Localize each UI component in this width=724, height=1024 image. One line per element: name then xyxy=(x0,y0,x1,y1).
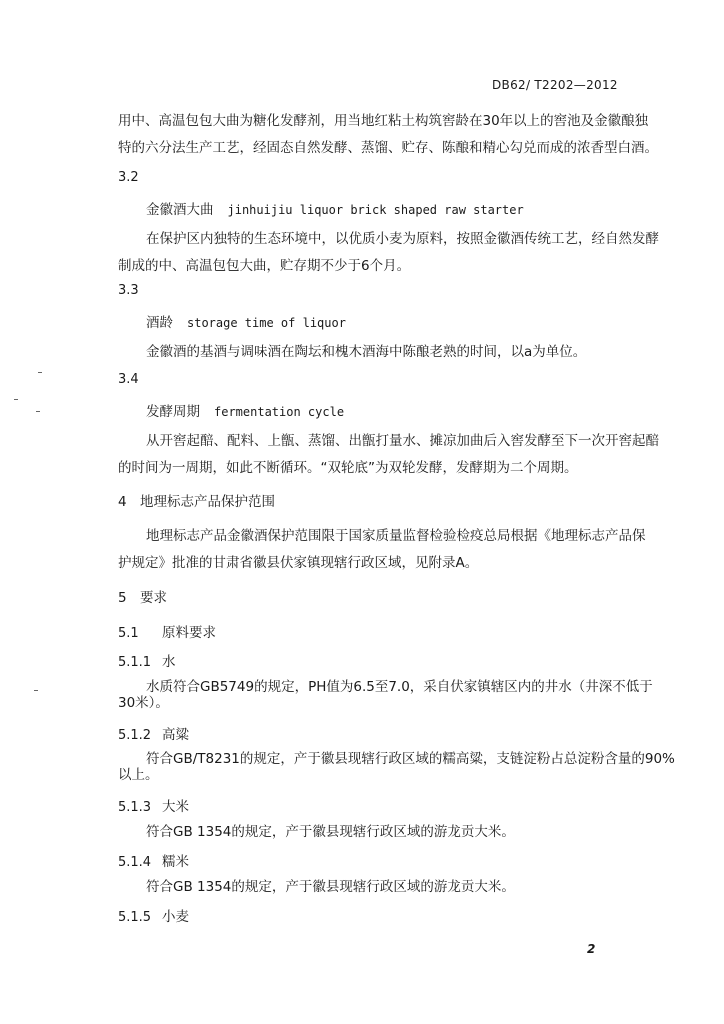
subsection-title: 原料要求 xyxy=(162,625,216,641)
subsection-title: 高粱 xyxy=(162,727,189,743)
section-title: 要求 xyxy=(140,590,167,606)
clause-3-3-line-1: 金徽酒的基酒与调味酒在陶坛和槐木酒海中陈酿老熟的时间，以a为单位。 xyxy=(146,344,587,360)
subsection-5-1-2-line-1: 符合GB/T8231的规定，产于徽县现辖行政区域的糯高粱，支链淀粉占总淀粉含量的90% xyxy=(146,751,675,767)
term-3-4 xyxy=(146,400,344,420)
clause-3-4-line-1: 从开窖起醅、配料、上甑、蒸馏、出甑打量水、摊凉加曲后入窖发酵至下一次开窖起醅 xyxy=(146,433,659,449)
term-3-3 xyxy=(146,311,346,331)
term-en: storage time of liquor xyxy=(187,316,346,330)
subsection-number: 5.1 xyxy=(118,626,139,641)
clause-3-2-line-2: 制成的中、高温包包大曲，贮存期不少于6个月。 xyxy=(118,258,411,274)
scan-mark xyxy=(14,399,18,400)
subsection-title: 糯米 xyxy=(162,854,189,870)
subsection-5-1-4-line-1: 符合GB 1354的规定，产于徽县现辖行政区域的游龙贡大米。 xyxy=(146,879,515,895)
term-cn: 发酵周期 xyxy=(146,404,200,420)
subsection-title: 大米 xyxy=(162,799,189,815)
intro-line-2: 特的六分法生产工艺，经固态自然发酵、蒸馏、贮存、陈酿和精心勾兑而成的浓香型白酒。 xyxy=(118,140,658,156)
scan-mark xyxy=(36,411,40,412)
clause-3-4-line-2: 的时间为一周期，如此不断循环。“双轮底”为双轮发酵，发酵期为二个周期。 xyxy=(118,460,578,476)
section-4-heading xyxy=(118,490,275,510)
subsection-5-1-3 xyxy=(118,795,189,815)
subsection-number: 5.1.1 xyxy=(118,655,152,670)
clause-number-3-2: 3.2 xyxy=(118,170,139,185)
term-cn: 酒龄 xyxy=(146,315,173,331)
section-4-line-2: 护规定》批准的甘肃省徽县伏家镇现辖行政区域，见附录A。 xyxy=(118,555,479,571)
subsection-5-1-3-line-1: 符合GB 1354的规定，产于徽县现辖行政区域的游龙贡大米。 xyxy=(146,824,515,840)
subsection-number: 5.1.5 xyxy=(118,910,152,925)
scan-mark xyxy=(38,372,42,373)
term-3-2 xyxy=(146,198,524,218)
intro-line-1: 用中、高温包包大曲为糖化发酵剂，用当地红粘土构筑窖龄在30年以上的窖池及金徽酿独 xyxy=(118,113,649,129)
subsection-number: 5.1.3 xyxy=(118,800,152,815)
clause-number-3-3: 3.3 xyxy=(118,283,139,298)
section-4-line-1: 地理标志产品金徽酒保护范围限于国家质量监督检验检疫总局根据《地理标志产品保 xyxy=(146,528,646,544)
standard-code: DB62/ T2202—2012 xyxy=(492,78,618,92)
subsection-5-1-4 xyxy=(118,850,189,870)
subsection-5-1-1 xyxy=(118,650,176,670)
subsection-5-1-2 xyxy=(118,723,189,743)
subsection-number: 5.1.2 xyxy=(118,728,152,743)
section-number: 5 xyxy=(118,590,127,606)
clause-number-3-4: 3.4 xyxy=(118,372,139,387)
subsection-5-1 xyxy=(118,621,216,641)
clause-3-2-line-1: 在保护区内独特的生态环境中，以优质小麦为原料，按照金徽酒传统工艺，经自然发酵 xyxy=(146,231,659,247)
page-number: 2 xyxy=(587,942,596,956)
subsection-5-1-1-line-2: 30米）。 xyxy=(118,695,169,711)
term-cn: 金徽酒大曲 xyxy=(146,202,214,218)
subsection-number: 5.1.4 xyxy=(118,855,152,870)
subsection-title: 小麦 xyxy=(162,909,189,925)
term-en: fermentation cycle xyxy=(214,405,345,419)
scan-mark xyxy=(34,690,38,691)
subsection-5-1-2-line-2: 以上。 xyxy=(118,767,159,783)
subsection-5-1-5 xyxy=(118,905,189,925)
section-title: 地理标志产品保护范围 xyxy=(140,494,275,510)
subsection-5-1-1-line-1: 水质符合GB5749的规定，PH值为6.5至7.0，采自伏家镇辖区内的井水（井深不低于 xyxy=(146,679,653,695)
subsection-title: 水 xyxy=(162,654,176,670)
section-5-heading xyxy=(118,586,167,606)
term-en: jinhuijiu liquor brick shaped raw starter xyxy=(227,203,524,217)
section-number: 4 xyxy=(118,494,127,510)
